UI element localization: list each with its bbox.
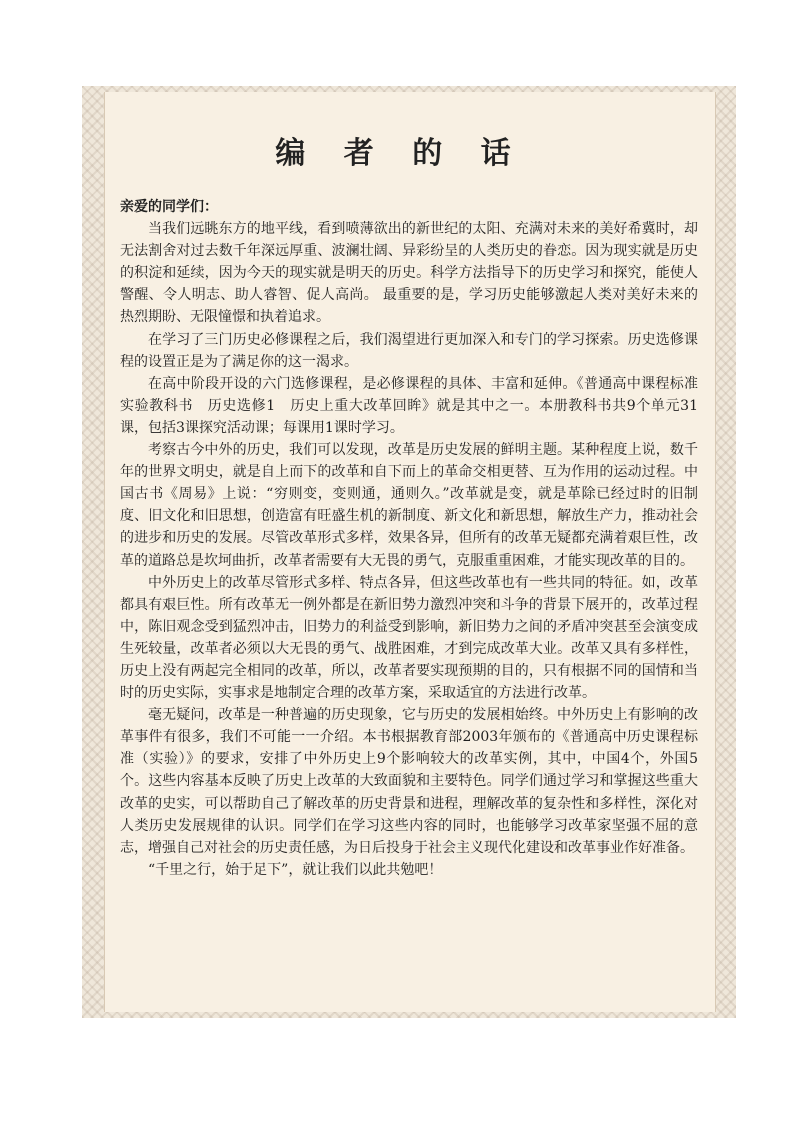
paragraph: 当我们远眺东方的地平线，看到喷薄欲出的新世纪的太阳、充满对未来的美好希冀时，却无法割舍对过去数千年深远厚重、波澜壮阔、异彩纷呈的人类历史的眷恋。因为现实就是历史的积淀和延续，因为今天的现实就是明天的历史。科学方法指导下的历史学习和探究，能使人警醒、令人明志、助人睿智、促人高尚。 最重要的是，学习历史能够激起人类对美好未来的热烈期盼、无限憧憬和执着追求。 [120,221,698,326]
paragraph: 考察古今中外的历史，我们可以发现，改革是历史发展的鲜明主题。某种程度上说，数千年的世界文明史，就是自上而下的改革和自下而上的革命交相更替、互为作用的运动过程。中国古书《周易》上说：“穷则变，变则通，通则久。”改革就是变，就是革除已经过时的旧制度、旧文化和旧思想，创造富有旺盛生机的新制度、新文化和新思想，解放生产力，推动社会的进步和历史的发展。尽管改革形式多样，效果各异，但所有的改革无疑都充满着艰巨性，改革的道路总是坎坷曲折，改革者需要有大无畏的勇气，克服重重困难，才能实现改革的目的。 [120,442,698,569]
greeting: 亲爱的同学们： [120,199,218,215]
body-text [120,196,698,881]
closing-paragraph: “千里之行，始于足下”，就让我们以此共勉吧！ [148,861,443,878]
paragraph: 在学习了三门历史必修课程之后，我们渴望进行更加深入和专门的学习探索。历史选修课程的设置正是为了满足你的这一渴求。 [120,331,698,370]
page-title: 编 者 的 话 [275,136,525,171]
paragraph: 在高中阶段开设的六门选修课程，是必修课程的具体、丰富和延伸。《普通高中课程标准实验教科书 历史选修1 历史上重大改革回眸》就是其中之一。本册教科书共9个单元31课，包括3课探究活动课；每课用1课时学习。 [120,375,698,436]
paragraph: 中外历史上的改革尽管形式多样、特点各异，但这些改革也有一些共同的特征。如，改革都具有艰巨性。所有改革无一例外都是在新旧势力激烈冲突和斗争的背景下展开的，改革过程中，陈旧观念受到猛烈冲击，旧势力的利益受到影响，新旧势力之间的矛盾冲突甚至会演变成生死较量，改革者必须以大无畏的勇气、战胜困难，才到完成改革大业。改革又具有多样性，历史上没有两起完全相同的改革，所以，改革者要实现预期的目的，只有根据不同的国情和当时的历史实际，实事求是地制定合理的改革方案，采取适宜的方法进行改革。 [120,574,698,702]
paragraph: 毫无疑问，改革是一种普遍的历史现象，它与历史的发展相始终。中外历史上有影响的改革事件有很多，我们不可能一一介绍。本书根据教育部2003年颁布的《普通高中历史课程标准（实验）》的要求，安排了中外历史上9个影响较大的改革实例，其中，中国4个，外国5个。这些内容基本反映了历史上改革的大致面貌和主要特色。同学们通过学习和掌握这些重大改革的史实，可以帮助自己了解改革的历史背景和进程，理解改革的复杂性和多样性，深化对人类历史发展规律的认识。同学们在学习这些内容的同时，也能够学习改革家坚强不屈的意志，增强自己对社会的历史责任感，为日后投身于社会主义现代化建设和改革事业作好准备。 [120,707,698,856]
